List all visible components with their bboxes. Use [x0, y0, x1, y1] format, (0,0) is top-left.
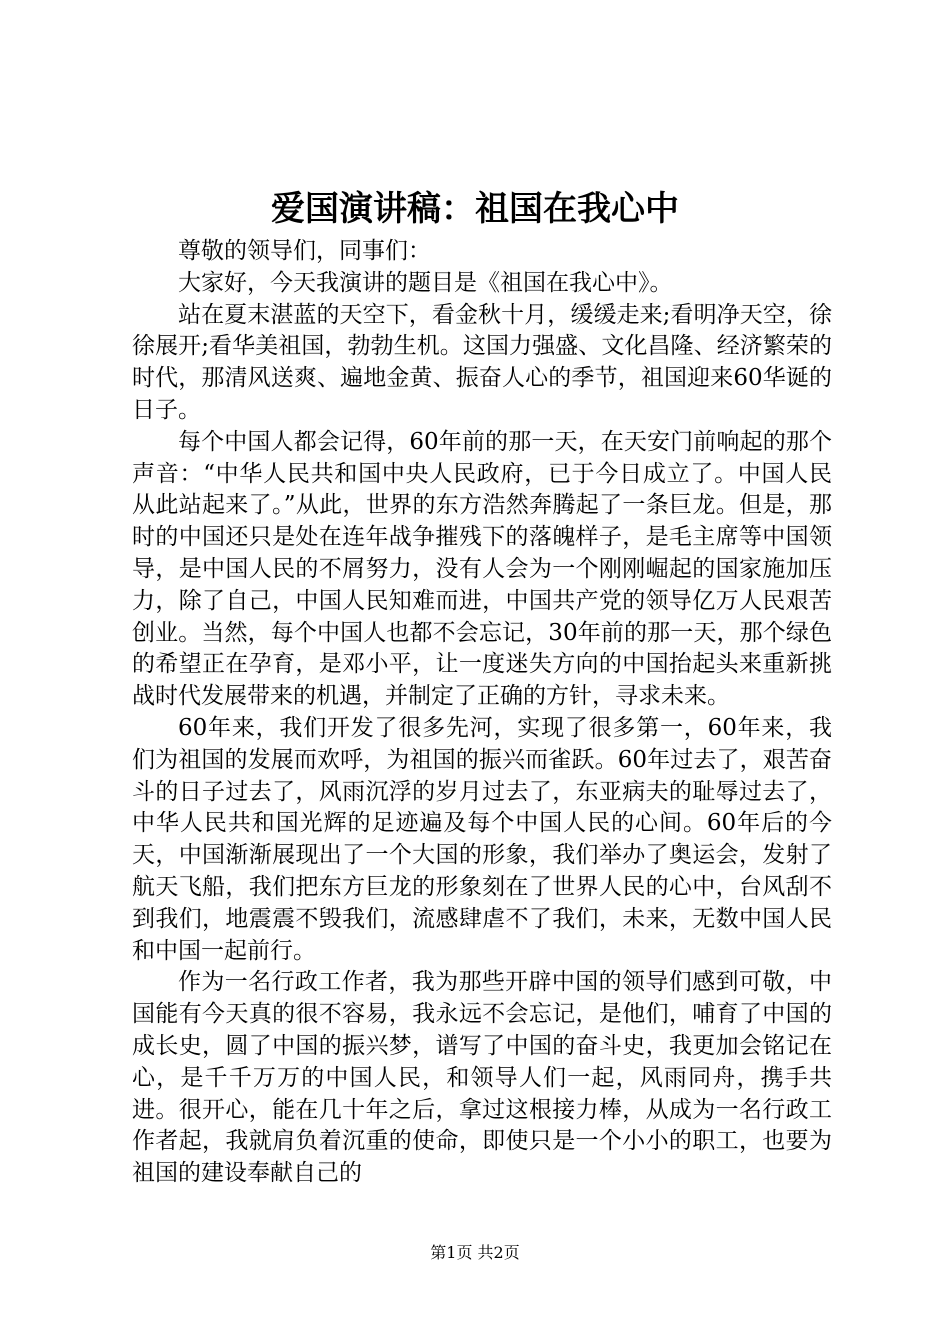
page-number: 第1页 共2页 [430, 1243, 520, 1262]
paragraph: 60年来，我们开发了很多先河，实现了很多第一，60年来，我们为祖国的发展而欢呼，为祖国的振兴而雀跃。60年过去了，艰苦奋斗的日子过去了，风雨沉浮的岁月过去了，东亚病夫的耻辱过去了，中华人民共和国光辉的足迹遍及每个中国人民的心间。60年后的今天，中国渐渐展现出了一个大国的形象，我们举办了奥运会，发射了航天飞船，我们把东方巨龙的形象刻在了世界人民的心中，台风刮不到我们，地震震不毁我们，流感肆虐不了我们，未来，无数中国人民和中国一起前行。 [132, 714, 832, 964]
paragraph-greeting: 大家好，今天我演讲的题目是《祖国在我心中》。 [178, 269, 673, 296]
paragraph-salutation: 尊敬的领导们，同事们： [178, 238, 431, 264]
document-title: 爱国演讲稿：祖国在我心中 [271, 189, 679, 229]
paragraph: 每个中国人都会记得，60年前的那一天，在天安门前响起的那个声音：“中华人民共和国中央人民政府，已于今日成立了。中国人民从此站起来了。”从此，世界的东方浩然奔腾起了一条巨龙。但是，那时的中国还只是处在连年战争摧残下的落魄样子，是毛主席等中国领导，是中国人民的不屑努力，没有人会为一个刚刚崛起的国家施加压力，除了自己，中国人民知难而进，中国共产党的领导亿万人民艰苦创业。当然，每个中国人也都不会忘记，30年前的那一天，那个绿色的希望正在孕育，是邓小平，让一度迷失方向的中国抬起头来重新挑战时代发展带来的机遇，并制定了正确的方针，寻求未来。 [132, 428, 832, 710]
paragraph: 站在夏末湛蓝的天空下，看金秋十月，缓缓走来;看明净天空，徐徐展开;看华美祖国，勃勃生机。这国力强盛、文化昌隆、经济繁荣的时代，那清风送爽、遍地金黄、振奋人心的季节，祖国迎来60华诞的日子。 [132, 301, 832, 423]
document-body [132, 236, 832, 1190]
paragraph: 作为一名行政工作者，我为那些开辟中国的领导们感到可敬，中国能有今天真的很不容易，我永远不会忘记，是他们，哺育了中国的成长史，圆了中国的振兴梦，谱写了中国的奋斗史，我更加会铭记在心，是千千万万的中国人民，和领导人们一起，风雨同舟，携手共进。很开心，能在几十年之后，拿过这根接力棒，从成为一名行政工作者起，我就肩负着沉重的使命，即使只是一个小小的职工，也要为祖国的建设奉献自己的 [132, 969, 832, 1187]
